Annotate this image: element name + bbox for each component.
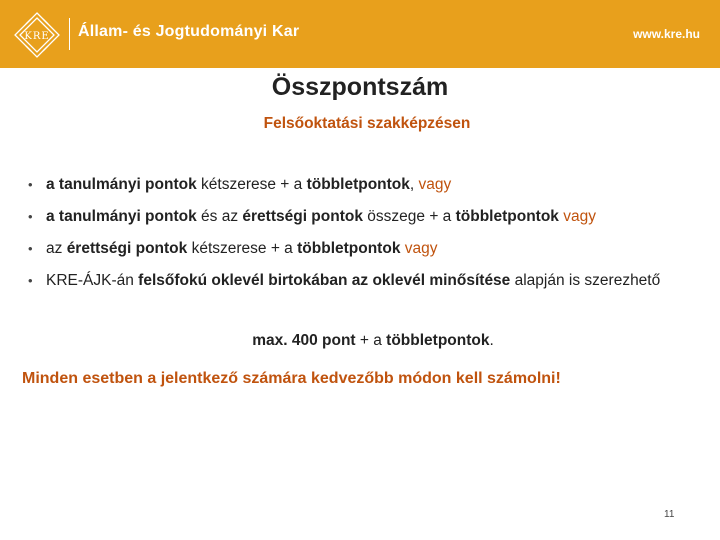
bullet-text: érettségi pontok: [66, 240, 188, 257]
bullet-text: alapján is szerezhető: [510, 272, 661, 289]
bullet-text: kétszerese + a: [187, 240, 298, 257]
bullet-text: többletpontok: [297, 240, 401, 257]
bullet-text: a tanulmányi pontok: [46, 176, 197, 193]
page-number: 11: [664, 509, 675, 520]
bullet-list: [28, 176, 708, 290]
kre-logo-icon: [14, 12, 60, 58]
svg-text:KRE: KRE: [24, 31, 50, 42]
bullet-text: kétszerese + a: [196, 176, 307, 193]
bullet-item: [28, 272, 708, 290]
logo-divider: [69, 18, 70, 50]
bullet-item: [28, 176, 708, 194]
max-points-text: többletpontok: [386, 332, 490, 349]
bullet-text: vagy: [563, 208, 596, 225]
site-url[interactable]: www.kre.hu: [633, 27, 700, 41]
bullet-text: az: [46, 240, 67, 257]
bullet-text: többletpontok: [306, 176, 410, 193]
max-points-text: max. 400 pont: [252, 332, 356, 349]
bullet-text: ,: [409, 176, 419, 193]
bullet-item: [28, 208, 708, 226]
bullet-text: érettségi pontok: [242, 208, 363, 225]
header-bar: [0, 0, 720, 68]
bullet-text: vagy: [418, 176, 452, 193]
bullet-text: felsőfokú oklevél birtokában az oklevél minősítése: [138, 272, 511, 289]
max-points-text: .: [489, 332, 494, 349]
bullet-item: [28, 240, 708, 258]
page-title: Összpontszám: [271, 73, 449, 101]
bullet-text: többletpontok: [455, 208, 559, 225]
bullet-text: összege + a: [362, 208, 456, 225]
bullet-text: a tanulmányi pontok: [46, 208, 197, 225]
bullet-text: vagy: [404, 240, 438, 257]
faculty-name: Állam- és Jogtudományi Kar: [78, 23, 300, 40]
bullet-text: és az: [196, 208, 243, 225]
max-points-line: [0, 332, 720, 350]
calculation-note: Minden esetben a jelentkező számára kedvezőbb módon kell számolni!: [22, 370, 561, 387]
page-subtitle: Felsőoktatási szakképzésen: [263, 115, 471, 132]
max-points-text: + a: [355, 332, 387, 349]
bullet-text: KRE-ÁJK-án: [46, 272, 139, 289]
